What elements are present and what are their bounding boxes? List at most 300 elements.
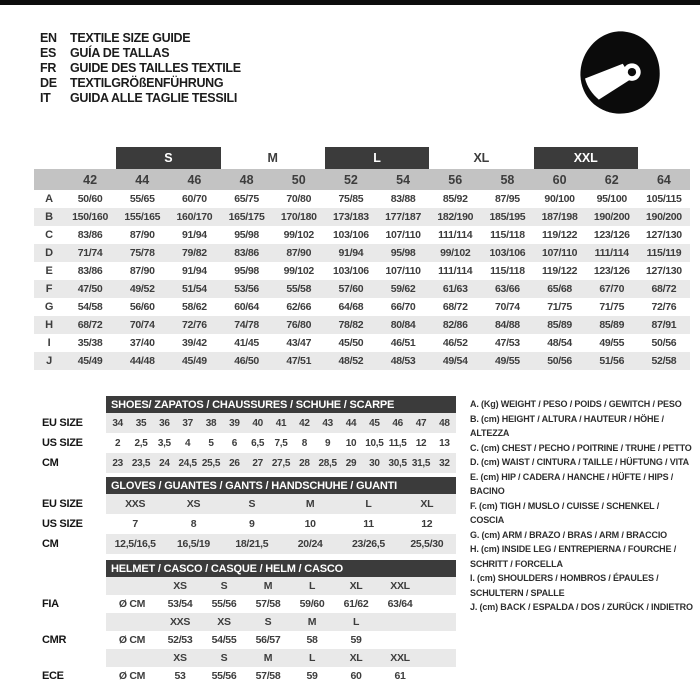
measure-value: 46/51 bbox=[390, 337, 416, 349]
size-number: 56 bbox=[448, 172, 463, 187]
table-cell: 8 bbox=[301, 437, 307, 449]
table-cell: 20/24 bbox=[297, 538, 323, 550]
language-code: IT bbox=[40, 91, 51, 105]
table-row bbox=[106, 631, 456, 649]
size-band-s: S bbox=[116, 147, 220, 169]
table-cell: 57/58 bbox=[255, 598, 281, 610]
table-cell: 7 bbox=[132, 518, 138, 530]
size-band-xl: XL bbox=[473, 151, 490, 165]
measure-value: 95/98 bbox=[234, 229, 259, 241]
table-cell: 8 bbox=[190, 518, 197, 530]
measure-row bbox=[34, 298, 690, 316]
measure-value: 52/58 bbox=[651, 355, 677, 367]
table-cell: S bbox=[220, 580, 228, 592]
table-cell: 36 bbox=[159, 417, 170, 429]
measure-value: 84/88 bbox=[495, 319, 520, 331]
table-cell: Ø CM bbox=[118, 598, 146, 610]
measure-value: 72/76 bbox=[651, 301, 677, 313]
legend-item: H. (cm) INSIDE LEG / ENTREPIERNA / FOURCHE / SCHRITT / FORCELLA bbox=[470, 544, 677, 569]
table-cell: 30,5 bbox=[388, 457, 407, 469]
measure-value: 45/49 bbox=[77, 355, 103, 367]
table-cell bbox=[378, 613, 422, 631]
measure-value: 190/200 bbox=[645, 211, 682, 223]
language-row bbox=[40, 31, 241, 46]
table-cell: 32 bbox=[439, 457, 450, 469]
measure-value: 95/100 bbox=[596, 193, 627, 205]
language-list bbox=[40, 27, 241, 106]
measure-value: 56/60 bbox=[129, 301, 155, 313]
table-cell: XS bbox=[186, 498, 201, 510]
size-number: 54 bbox=[396, 172, 411, 187]
measure-value: 75/85 bbox=[338, 193, 364, 205]
measure-value: 87/90 bbox=[129, 265, 155, 277]
table-row bbox=[106, 413, 456, 433]
table-cell: 7,5 bbox=[274, 437, 288, 449]
measure-value: 65/68 bbox=[547, 283, 572, 295]
size-number: 58 bbox=[500, 172, 515, 187]
table-row bbox=[106, 453, 456, 473]
table-title: GLOVES / GUANTES / GANTS / HANDSCHUHE / GUANTI bbox=[106, 477, 456, 494]
table-cell: 53/54 bbox=[167, 598, 193, 610]
measure-value: 59/62 bbox=[390, 283, 416, 295]
table-cell: 23/26,5 bbox=[352, 538, 385, 550]
size-band-xxl: XXL bbox=[534, 147, 638, 169]
measure-value: 115/119 bbox=[646, 247, 682, 259]
language-label: GUIDE DES TAILLES TEXTILE bbox=[70, 61, 241, 75]
table-cell: 61/62 bbox=[343, 598, 369, 610]
measure-value: 74/78 bbox=[234, 319, 259, 331]
size-number: 60 bbox=[552, 172, 567, 187]
measure-value: 45/50 bbox=[338, 337, 364, 349]
table-cell: 55/56 bbox=[211, 670, 237, 682]
table-cell: M bbox=[263, 580, 273, 592]
table-title: HELMET / CASCO / CASQUE / HELM / CASCO bbox=[106, 560, 456, 577]
table-cell: 56/57 bbox=[255, 634, 281, 646]
table-cell: 31,5 bbox=[411, 457, 431, 469]
size-number: 62 bbox=[604, 172, 619, 187]
table-cell: Ø CM bbox=[118, 670, 146, 682]
table-cell: 26 bbox=[229, 457, 240, 469]
language-row bbox=[40, 61, 241, 76]
measure-value: 35/38 bbox=[77, 337, 103, 349]
table-row bbox=[106, 433, 456, 453]
legend-item: D. (cm) WAIST / CINTURA / TAILLE / HÜFTUNG / VITA bbox=[470, 457, 689, 467]
language-code: ES bbox=[40, 46, 57, 60]
measure-row bbox=[34, 334, 690, 352]
size-number-spacer bbox=[34, 169, 64, 190]
table-cell bbox=[106, 649, 158, 667]
table-cell: 9 bbox=[325, 437, 331, 449]
measure-value: 107/110 bbox=[385, 265, 421, 277]
table-cell: XXS bbox=[125, 498, 146, 510]
table-cell: Ø CM bbox=[118, 634, 146, 646]
measure-value: 55/58 bbox=[286, 283, 312, 295]
measure-value: 123/126 bbox=[593, 229, 630, 241]
table-cell: 42 bbox=[299, 417, 310, 429]
measure-value: 182/190 bbox=[437, 211, 474, 223]
row-label: CM bbox=[42, 457, 59, 469]
measure-value: 60/70 bbox=[182, 193, 207, 205]
measure-value: 105/115 bbox=[646, 193, 682, 205]
measure-value: 123/126 bbox=[593, 265, 630, 277]
measure-value: 53/56 bbox=[234, 283, 259, 295]
table-corner-spacer bbox=[42, 477, 106, 494]
size-number: 64 bbox=[656, 172, 671, 187]
size-band-m: M bbox=[267, 151, 278, 165]
table-row bbox=[106, 494, 456, 514]
table-row bbox=[106, 649, 456, 667]
table-cell: 47 bbox=[415, 417, 427, 429]
measure-value: 76/80 bbox=[286, 319, 312, 331]
measure-value: 70/74 bbox=[495, 301, 520, 313]
table-cell: 58 bbox=[306, 634, 318, 646]
size-number: 48 bbox=[239, 172, 254, 187]
table-cell: 61 bbox=[394, 670, 406, 682]
table-cell: 60 bbox=[350, 670, 362, 682]
table-cell: 2,5 bbox=[134, 437, 148, 449]
table-cell: 55/56 bbox=[211, 598, 237, 610]
measure-value: 67/70 bbox=[599, 283, 625, 295]
measure-value: 82/86 bbox=[442, 319, 468, 331]
measure-value: 87/91 bbox=[651, 319, 677, 331]
legend-item: E. (cm) HIP / CADERA / HANCHE / HÜFTE / HIPS / BACINO bbox=[470, 471, 674, 496]
measure-value: 65/75 bbox=[234, 193, 259, 205]
measure-value: 177/187 bbox=[385, 211, 421, 223]
row-letter: C bbox=[45, 229, 53, 241]
table-cell: XL bbox=[349, 652, 363, 664]
helmet-table bbox=[42, 560, 456, 685]
table-cell: 13 bbox=[439, 437, 450, 449]
legend-item: B. (cm) HEIGHT / ALTURA / HAUTEUR / HÖHE / ALTEZZA bbox=[470, 413, 664, 438]
table-cell: XXL bbox=[390, 580, 410, 592]
row-letter: J bbox=[46, 355, 52, 367]
table-cell: 11 bbox=[363, 518, 374, 530]
measure-value: 48/53 bbox=[390, 355, 416, 367]
table-cell: 23 bbox=[112, 457, 123, 469]
table-cell: M bbox=[307, 616, 317, 628]
measure-value: 68/72 bbox=[651, 283, 677, 295]
table-cell bbox=[106, 577, 158, 595]
table-cell: 41 bbox=[275, 417, 287, 429]
table-cell: S bbox=[248, 498, 256, 510]
table-cell: 10 bbox=[345, 437, 357, 449]
language-row bbox=[40, 76, 241, 91]
row-letter: B bbox=[45, 211, 53, 223]
row-label bbox=[42, 577, 106, 595]
language-label: TEXTILGRÖßENFÜHRUNG bbox=[70, 76, 224, 90]
language-label: GUIDA ALLE TAGLIE TESSILI bbox=[70, 91, 238, 105]
measure-value: 99/102 bbox=[283, 229, 314, 241]
table-cell: 28,5 bbox=[318, 457, 337, 469]
table-cell: M bbox=[305, 498, 315, 510]
table-cell: 57/58 bbox=[255, 670, 281, 682]
measure-value: 187/198 bbox=[541, 211, 578, 223]
measure-value: 90/100 bbox=[544, 193, 575, 205]
table-row bbox=[106, 667, 456, 685]
measure-value: 87/90 bbox=[286, 247, 312, 259]
table-cell: 10 bbox=[304, 518, 316, 530]
row-letter: I bbox=[47, 337, 51, 349]
measure-row bbox=[34, 226, 690, 244]
measure-value: 119/122 bbox=[541, 229, 578, 241]
measurement-legend bbox=[470, 396, 694, 689]
measure-value: 87/90 bbox=[129, 229, 155, 241]
table-cell: 39 bbox=[229, 417, 240, 429]
measure-value: 115/118 bbox=[490, 229, 525, 241]
table-cell: XL bbox=[349, 580, 363, 592]
helmet-icon bbox=[574, 27, 666, 119]
table-cell: 23,5 bbox=[131, 457, 151, 469]
table-row bbox=[106, 514, 456, 534]
measure-value: 72/76 bbox=[182, 319, 207, 331]
row-letter: D bbox=[45, 247, 53, 259]
measure-value: 63/66 bbox=[495, 283, 520, 295]
measure-value: 160/170 bbox=[176, 211, 213, 223]
table-cell: 59 bbox=[306, 670, 318, 682]
measure-value: 71/74 bbox=[77, 247, 103, 259]
measure-value: 107/110 bbox=[541, 247, 578, 259]
measure-value: 41/45 bbox=[234, 337, 259, 349]
table-cell: L bbox=[308, 580, 316, 592]
measure-row bbox=[34, 280, 690, 298]
measure-value: 39/42 bbox=[182, 337, 207, 349]
row-label bbox=[42, 613, 106, 631]
size-number: 46 bbox=[187, 172, 202, 187]
measure-value: 103/106 bbox=[332, 229, 369, 241]
table-cell: 6,5 bbox=[251, 437, 265, 449]
row-label: US SIZE bbox=[42, 518, 83, 530]
table-cell: L bbox=[365, 498, 372, 510]
measure-value: 47/53 bbox=[495, 337, 520, 349]
table-cell: 40 bbox=[252, 417, 263, 429]
measure-value: 55/65 bbox=[129, 193, 155, 205]
table-corner-spacer bbox=[42, 560, 106, 577]
table-cell: 52/53 bbox=[167, 634, 193, 646]
measure-value: 103/106 bbox=[489, 247, 526, 259]
measure-value: 47/50 bbox=[77, 283, 103, 295]
table-cell: 12,5/16,5 bbox=[114, 538, 156, 550]
measure-value: 51/56 bbox=[599, 355, 625, 367]
table-row bbox=[106, 577, 456, 595]
measure-value: 173/183 bbox=[332, 211, 369, 223]
measure-value: 68/72 bbox=[77, 319, 103, 331]
measure-value: 49/52 bbox=[129, 283, 155, 295]
table-cell: 37 bbox=[182, 417, 193, 429]
row-label: US SIZE bbox=[42, 437, 83, 449]
measure-value: 47/51 bbox=[286, 355, 312, 367]
measure-value: 49/54 bbox=[442, 355, 468, 367]
measure-value: 58/62 bbox=[182, 301, 207, 313]
measure-value: 43/47 bbox=[286, 337, 312, 349]
measure-value: 64/68 bbox=[338, 301, 364, 313]
table-cell: 27 bbox=[252, 457, 263, 469]
shoes-table bbox=[42, 396, 456, 473]
measure-row bbox=[34, 190, 690, 208]
measure-value: 83/86 bbox=[77, 265, 103, 277]
measure-value: 91/94 bbox=[338, 247, 364, 259]
size-number-row bbox=[34, 169, 690, 190]
table-cell: 46 bbox=[392, 417, 403, 429]
language-code: EN bbox=[40, 31, 57, 45]
table-cell: 63/64 bbox=[387, 598, 413, 610]
measure-value: 83/86 bbox=[234, 247, 259, 259]
table-cell: 4 bbox=[185, 437, 191, 449]
table-cell: XXS bbox=[169, 616, 191, 628]
measure-value: 111/114 bbox=[438, 229, 473, 241]
language-label: GUÍA DE TALLAS bbox=[70, 46, 170, 60]
table-cell: XXL bbox=[390, 652, 410, 664]
page-header bbox=[0, 5, 700, 105]
measure-value: 50/60 bbox=[77, 193, 103, 205]
measure-value: 127/130 bbox=[645, 265, 682, 277]
table-cell: 48 bbox=[439, 417, 450, 429]
table-cell: 34 bbox=[112, 417, 123, 429]
measure-value: 70/74 bbox=[129, 319, 155, 331]
measure-value: 170/180 bbox=[280, 211, 317, 223]
table-cell: L bbox=[308, 652, 316, 664]
measure-value: 62/66 bbox=[286, 301, 312, 313]
measure-value: 95/98 bbox=[390, 247, 416, 259]
gloves-table bbox=[42, 477, 456, 554]
language-code: DE bbox=[40, 76, 57, 90]
measure-value: 48/54 bbox=[547, 337, 572, 349]
measure-value: 50/56 bbox=[651, 337, 677, 349]
table-cell: S bbox=[220, 652, 228, 664]
legend-item: G. (cm) ARM / BRAZO / BRAS / ARM / BRACCIO bbox=[470, 529, 668, 540]
measure-value: 79/82 bbox=[182, 247, 207, 259]
table-corner-spacer bbox=[42, 396, 106, 413]
legend-item: F. (cm) TIGH / MUSLO / CUISSE / SCHENKEL / COSCIA bbox=[470, 500, 660, 525]
table-cell: M bbox=[263, 652, 273, 664]
measure-value: 85/89 bbox=[547, 319, 572, 331]
table-cell: 29 bbox=[345, 457, 357, 469]
measure-row bbox=[34, 262, 690, 280]
row-letter: H bbox=[45, 319, 53, 331]
table-cell: 12 bbox=[415, 437, 427, 449]
row-label: EU SIZE bbox=[42, 498, 83, 510]
table-cell: 59 bbox=[350, 634, 362, 646]
table-cell: 44 bbox=[345, 417, 357, 429]
measure-value: 50/56 bbox=[547, 355, 572, 367]
table-cell: S bbox=[264, 616, 272, 628]
table-cell: 2 bbox=[115, 437, 121, 449]
legend-item: I. (cm) SHOULDERS / HOMBROS / ÉPAULES / SCHULTERN / SPALLE bbox=[470, 573, 659, 598]
table-cell: L bbox=[352, 616, 360, 628]
measure-value: 165/175 bbox=[228, 211, 265, 223]
measure-value: 85/89 bbox=[599, 319, 625, 331]
textile-size-table bbox=[34, 147, 690, 370]
size-number: 52 bbox=[343, 172, 358, 187]
measure-value: 127/130 bbox=[645, 229, 682, 241]
measure-value: 155/165 bbox=[124, 211, 161, 223]
measure-value: 103/106 bbox=[332, 265, 369, 277]
measure-value: 48/52 bbox=[338, 355, 364, 367]
measure-row bbox=[34, 316, 690, 334]
measure-value: 54/58 bbox=[77, 301, 103, 313]
size-band-spacer bbox=[34, 147, 116, 169]
row-label: CM bbox=[42, 538, 59, 550]
table-cell: 24,5 bbox=[178, 457, 197, 469]
measure-value: 70/80 bbox=[286, 193, 312, 205]
measure-value: 95/98 bbox=[234, 265, 259, 277]
row-label: FIA bbox=[42, 598, 59, 610]
table-cell: 3,5 bbox=[157, 437, 171, 449]
table-cell: 45 bbox=[369, 417, 380, 429]
table-row bbox=[106, 613, 456, 631]
table-cell: 53 bbox=[174, 670, 186, 682]
measure-value: 111/114 bbox=[594, 247, 629, 259]
measure-value: 85/92 bbox=[442, 193, 468, 205]
measure-value: 83/88 bbox=[390, 193, 416, 205]
table-cell: XL bbox=[420, 498, 434, 510]
measure-value: 46/52 bbox=[442, 337, 468, 349]
language-code: FR bbox=[40, 61, 57, 75]
table-cell: 11,5 bbox=[388, 437, 407, 449]
row-letter: G bbox=[44, 301, 54, 313]
table-cell: 24 bbox=[159, 457, 170, 469]
measure-value: 107/110 bbox=[385, 229, 421, 241]
measure-value: 66/70 bbox=[390, 301, 416, 313]
table-cell: 25,5/30 bbox=[410, 538, 444, 550]
measure-value: 99/102 bbox=[440, 247, 471, 259]
measure-row bbox=[34, 208, 690, 226]
table-cell: 35 bbox=[135, 417, 147, 429]
measure-value: 45/49 bbox=[182, 355, 207, 367]
measure-value: 71/75 bbox=[599, 301, 625, 313]
measure-value: 87/95 bbox=[495, 193, 520, 205]
size-number: 50 bbox=[291, 172, 306, 187]
language-row bbox=[40, 91, 241, 106]
table-cell: 30 bbox=[369, 457, 380, 469]
row-letter: E bbox=[45, 265, 53, 277]
table-cell: 12 bbox=[421, 518, 433, 530]
table-cell: 9 bbox=[249, 518, 255, 530]
row-label bbox=[42, 649, 106, 667]
measure-value: 190/200 bbox=[593, 211, 630, 223]
table-cell: 43 bbox=[322, 417, 333, 429]
size-number: 42 bbox=[83, 172, 98, 187]
table-cell: 18/21,5 bbox=[235, 538, 269, 550]
row-label: CMR bbox=[42, 634, 67, 646]
table-row bbox=[106, 595, 456, 613]
table-cell: 59/60 bbox=[299, 598, 325, 610]
table-cell: 16,5/19 bbox=[177, 538, 210, 550]
measure-value: 78/82 bbox=[338, 319, 364, 331]
table-cell: XS bbox=[173, 652, 187, 664]
legend-item: A. (Kg) WEIGHT / PESO / POIDS / GEWITCH / PESO bbox=[470, 399, 682, 409]
measure-value: 46/50 bbox=[234, 355, 259, 367]
measure-value: 57/60 bbox=[338, 283, 364, 295]
measure-value: 150/160 bbox=[72, 211, 108, 223]
measure-value: 75/78 bbox=[129, 247, 155, 259]
table-cell: 38 bbox=[205, 417, 217, 429]
measure-value: 91/94 bbox=[182, 265, 207, 277]
table-row bbox=[106, 534, 456, 554]
legend-item: J. (cm) BACK / ESPALDA / DOS / ZURÜCK / INDIETRO bbox=[470, 602, 693, 612]
table-cell: 25,5 bbox=[201, 457, 221, 469]
language-row bbox=[40, 46, 241, 61]
table-cell: 54/55 bbox=[211, 634, 237, 646]
measure-value: 71/75 bbox=[547, 301, 572, 313]
measure-row bbox=[34, 352, 690, 370]
measure-value: 60/64 bbox=[234, 301, 259, 313]
accessory-tables bbox=[42, 396, 456, 689]
measure-value: 37/40 bbox=[129, 337, 155, 349]
measure-value: 49/55 bbox=[495, 355, 520, 367]
row-label: ECE bbox=[42, 670, 64, 682]
size-band-row bbox=[34, 147, 690, 169]
size-number: 44 bbox=[135, 172, 150, 187]
